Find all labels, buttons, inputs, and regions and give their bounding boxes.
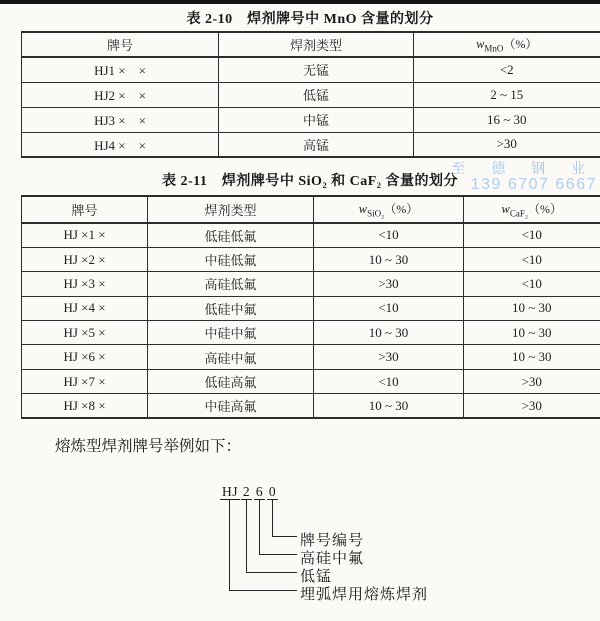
w-unit: （%） <box>527 202 562 217</box>
sio2-caf2-content-table <box>21 195 600 419</box>
header-w-sio2 <box>314 196 464 223</box>
diagram-label-grade-number: 牌号编号 <box>300 533 365 549</box>
grade-cell: HJ ×6 × <box>22 345 148 369</box>
table-row <box>22 272 600 296</box>
callout-line-digit2 <box>259 500 260 555</box>
value-cell: 2 ~ 15 <box>414 82 600 107</box>
sio2-cell: <10 <box>314 296 464 320</box>
callout-line-digit1 <box>246 500 247 573</box>
header-grade: 牌号 <box>22 32 219 57</box>
mno-content-table <box>21 31 600 158</box>
table2-title: 表 2-11 焊剂牌号中 SiO₂ 和 CaF₂ 含量的划分 <box>161 174 458 189</box>
grade-cell: HJ ×7 × <box>22 369 148 393</box>
w-symbol: w <box>476 37 485 52</box>
watermark-phone-text: 139 6707 6667 <box>470 176 597 193</box>
callout-connector-digit3 <box>272 536 297 537</box>
type-cell: 中锰 <box>219 107 414 132</box>
caf2-cell: <10 <box>464 272 600 296</box>
table-row <box>22 107 600 132</box>
w-subscript: MnO <box>484 43 504 54</box>
grade-cell: HJ ×4 × <box>22 296 148 320</box>
caf2-cell: 10 ~ 30 <box>464 345 600 369</box>
sio2-cell: <10 <box>314 223 464 247</box>
caf2-cell: <10 <box>464 247 600 271</box>
value-cell: >30 <box>414 132 600 157</box>
grade-cell: HJ1 × × <box>22 57 219 82</box>
type-cell: 高硅中氟 <box>148 345 314 369</box>
grade-cell: HJ ×1 × <box>22 223 148 247</box>
caf2-cell: 10 ~ 30 <box>464 321 600 345</box>
code-part-digit2: 6 <box>255 484 264 499</box>
grade-cell: HJ ×3 × <box>22 272 148 296</box>
table-row <box>22 369 600 393</box>
callout-connector-digit1 <box>246 572 297 573</box>
sio2-cell: 10 ~ 30 <box>314 394 464 418</box>
type-cell: 高硅低氟 <box>148 272 314 296</box>
caf2-cell: 10 ~ 30 <box>464 296 600 320</box>
caf2-cell: >30 <box>464 369 600 393</box>
w-subscript: CaF₂ <box>509 208 528 219</box>
w-symbol: w <box>501 202 510 217</box>
scan-edge-bar <box>0 0 600 4</box>
type-cell: 中硅低氟 <box>148 247 314 271</box>
diagram-label-silicon-fluorine: 高硅中氟 <box>300 551 365 567</box>
table-row <box>22 132 600 157</box>
header-flux-type: 焊剂类型 <box>219 32 414 57</box>
code-part-digit1: 2 <box>242 484 251 499</box>
grade-cell: HJ4 × × <box>94 137 146 153</box>
table1-title: 表 2-10 焊剂牌号中 MnO 含量的划分 <box>186 12 434 27</box>
table-row <box>22 223 600 247</box>
value-cell: 16 ~ 30 <box>414 107 600 132</box>
grade-cell: HJ2 × × <box>22 82 219 107</box>
callout-line-digit3 <box>272 500 273 537</box>
watermark-company-text: 至 德 钢 业 <box>451 160 596 176</box>
type-cell: 低锰 <box>219 82 414 107</box>
header-w-caf2 <box>464 196 600 223</box>
header-w-mno <box>414 32 600 57</box>
table-row <box>22 247 600 271</box>
type-cell: 低硅高氟 <box>148 369 314 393</box>
table-row <box>22 321 600 345</box>
caf2-cell: <10 <box>464 223 600 247</box>
grade-cell: HJ ×2 × <box>22 247 148 271</box>
type-cell: 中硅中氟 <box>148 321 314 345</box>
table-header-row <box>22 196 600 223</box>
diagram-label-flux-type: 埋弧焊用熔炼焊剂 <box>300 587 429 603</box>
w-unit: （%） <box>384 202 419 217</box>
callout-line-prefix <box>229 500 230 591</box>
value-cell: <2 <box>414 57 600 82</box>
callout-connector-digit2 <box>259 554 297 555</box>
table-row <box>22 394 600 418</box>
type-cell: 无锰 <box>219 57 414 82</box>
table-row <box>22 345 600 369</box>
type-cell: 高锰 <box>219 132 414 157</box>
type-cell: 低硅低氟 <box>148 223 314 247</box>
type-cell: 中硅高氟 <box>148 394 314 418</box>
code-part-digit3: 0 <box>268 484 277 499</box>
table-row <box>22 57 600 82</box>
sio2-cell: >30 <box>314 272 464 296</box>
sio2-cell: 10 ~ 30 <box>314 321 464 345</box>
grade-cell: HJ ×8 × <box>63 397 106 413</box>
table-row <box>22 82 600 107</box>
table-row <box>22 296 600 320</box>
w-symbol: w <box>358 202 368 217</box>
grade-cell: HJ3 × × <box>22 107 219 132</box>
table-header-row <box>22 32 600 57</box>
header-grade: 牌号 <box>22 196 148 223</box>
code-part-prefix: HJ <box>221 484 238 499</box>
sio2-cell: >30 <box>314 345 464 369</box>
callout-connector-prefix <box>229 590 297 591</box>
type-cell: 低硅中氟 <box>148 296 314 320</box>
header-flux-type: 焊剂类型 <box>148 196 314 223</box>
w-subscript: SiO₂ <box>367 208 385 219</box>
diagram-label-manganese: 低锰 <box>300 569 333 585</box>
sio2-cell: <10 <box>314 369 464 393</box>
w-unit: （%） <box>503 37 538 52</box>
example-intro-text: 熔炼型焊剂牌号举例如下： <box>55 438 242 455</box>
caf2-cell: >30 <box>464 394 600 418</box>
grade-cell: HJ ×5 × <box>22 321 148 345</box>
sio2-cell: 10 ~ 30 <box>314 247 464 271</box>
